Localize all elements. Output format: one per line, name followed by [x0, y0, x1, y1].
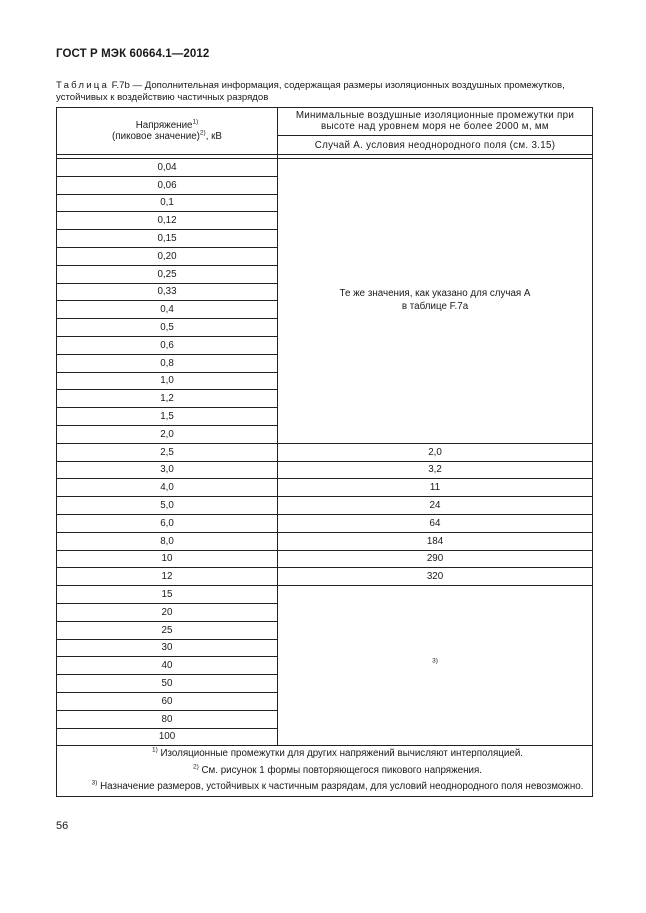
- not-possible-cell: [278, 586, 593, 746]
- voltage-cell: 20: [57, 603, 278, 621]
- voltage-cell: 0,04: [57, 159, 278, 177]
- voltage-cell: 0,15: [57, 230, 278, 248]
- voltage-cell: 1,5: [57, 408, 278, 426]
- voltage-cell: 0,8: [57, 354, 278, 372]
- voltage-cell: 30: [57, 639, 278, 657]
- voltage-cell: 5,0: [57, 497, 278, 515]
- footnote: [57, 746, 592, 763]
- case-a-subheader: Случай А. условия неоднородного поля (см. 3.15): [278, 136, 593, 155]
- clearance-cell: 64: [278, 514, 593, 532]
- voltage-cell: 2,0: [57, 425, 278, 443]
- table-row: [57, 497, 593, 515]
- clearance-cell: 184: [278, 532, 593, 550]
- voltage-cell: 60: [57, 692, 278, 710]
- same-as-table-f7a-cell: [278, 159, 593, 444]
- table-row: [57, 461, 593, 479]
- footnote-marker: 3): [91, 780, 98, 788]
- voltage-cell: 0,20: [57, 247, 278, 265]
- voltage-header-unit: , кВ: [205, 131, 222, 142]
- voltage-column-header: [57, 108, 278, 155]
- voltage-cell: 40: [57, 657, 278, 675]
- voltage-cell: 8,0: [57, 532, 278, 550]
- footnotes-cell: [57, 746, 593, 797]
- clearance-column-header: Минимальные воздушные изоляционные промежутки при высоте над уровнем моря не более 2000 м, мм: [278, 108, 593, 136]
- voltage-cell: 4,0: [57, 479, 278, 497]
- table-row: [57, 568, 593, 586]
- voltage-cell: 0,5: [57, 319, 278, 337]
- voltage-cell: 0,25: [57, 265, 278, 283]
- voltage-cell: 25: [57, 621, 278, 639]
- voltage-cell: 0,1: [57, 194, 278, 212]
- voltage-cell: 50: [57, 675, 278, 693]
- voltage-cell: 1,0: [57, 372, 278, 390]
- table-row: [57, 479, 593, 497]
- footnote-text: Изоляционные промежутки для других напряжений вычисляют интерполяцией.: [157, 748, 524, 760]
- footnote: [57, 763, 592, 780]
- voltage-cell: 10: [57, 550, 278, 568]
- footnotes-row: [57, 746, 593, 797]
- voltage-cell: 80: [57, 710, 278, 728]
- clearance-cell: 11: [278, 479, 593, 497]
- table-caption: [56, 80, 596, 105]
- clearance-cell: 24: [278, 497, 593, 515]
- table-row: [57, 532, 593, 550]
- footnote-marker: 1): [151, 747, 158, 755]
- voltage-cell: 0,33: [57, 283, 278, 301]
- clearance-table: [56, 107, 593, 797]
- voltage-cell: 2,5: [57, 443, 278, 461]
- footnote-ref-1: 1): [192, 118, 199, 126]
- clearance-cell: 290: [278, 550, 593, 568]
- voltage-cell: 3,0: [57, 461, 278, 479]
- voltage-cell: 12: [57, 568, 278, 586]
- caption-label: Таблица: [56, 80, 110, 91]
- footnote-marker: 2): [192, 763, 199, 771]
- footnote-text: См. рисунок 1 формы повторяющегося пикового напряжения.: [198, 764, 483, 776]
- voltage-cell: 0,4: [57, 301, 278, 319]
- voltage-header-line2: (пиковое значение): [112, 131, 200, 142]
- footnote: [57, 779, 592, 796]
- table-row: [57, 443, 593, 461]
- clearance-cell: 2,0: [278, 443, 593, 461]
- voltage-cell: 0,6: [57, 336, 278, 354]
- caption-text: F.7b — Дополнительная информация, содержащая размеры изоляционных воздушных промежутков, устойчивых к воздействию частичных разрядов: [56, 80, 565, 104]
- table-row: [57, 159, 593, 177]
- footnote-text: Назначение размеров, устойчивых к частичным разрядам, для условий неоднородного поля невозможно.: [97, 781, 584, 793]
- document-header: ГОСТ Р МЭК 60664.1—2012: [56, 48, 210, 60]
- voltage-cell: 0,06: [57, 176, 278, 194]
- merged-text-line1: Те же значения, как указано для случая А: [339, 288, 531, 300]
- voltage-cell: 1,2: [57, 390, 278, 408]
- table-row: [57, 514, 593, 532]
- table-row: [57, 550, 593, 568]
- footnote-ref-2: 2): [199, 129, 206, 137]
- table-row: [57, 586, 593, 604]
- voltage-cell: 100: [57, 728, 278, 746]
- clearance-cell: 320: [278, 568, 593, 586]
- page-number: 56: [56, 820, 69, 832]
- clearance-cell: 3,2: [278, 461, 593, 479]
- footnote-ref-3: 3): [432, 658, 438, 666]
- voltage-cell: 0,12: [57, 212, 278, 230]
- voltage-cell: 15: [57, 586, 278, 604]
- voltage-header-line1: Напряжение: [135, 120, 193, 131]
- voltage-cell: 6,0: [57, 514, 278, 532]
- merged-text-line2: в таблице F.7а: [401, 300, 469, 312]
- table-header-row: [57, 108, 593, 136]
